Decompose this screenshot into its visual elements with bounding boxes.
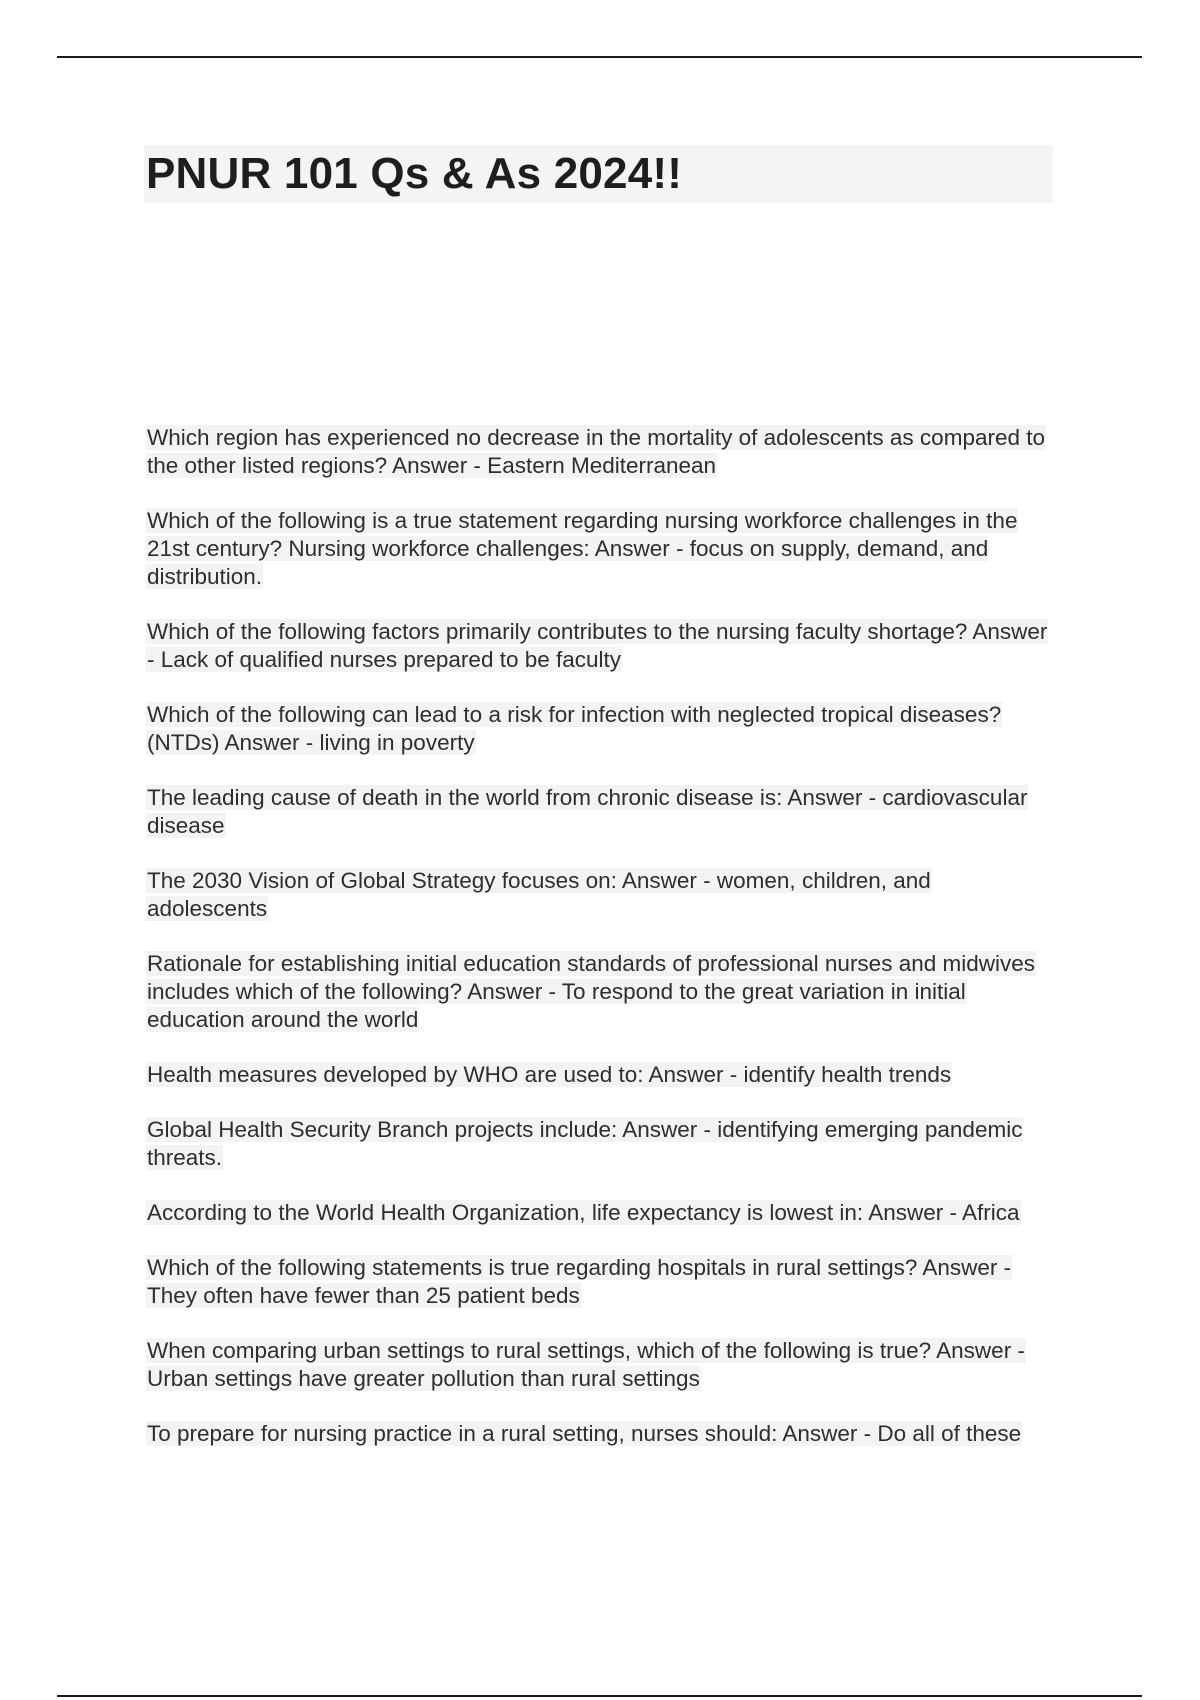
qa-text: Rationale for establishing initial education standards of professional nurses and midwives includes which of the following? Answer - To respond to the great variation in initial education around the world — [147, 951, 1036, 1032]
qa-text: According to the World Health Organization, life expectancy is lowest in: Answer - Africa — [147, 1200, 1020, 1225]
qa-item — [146, 1420, 1056, 1448]
qa-text: To prepare for nursing practice in a rural setting, nurses should: Answer - Do all of these — [147, 1421, 1022, 1446]
qa-text: Which of the following is a true statement regarding nursing workforce challenges in the 21st century? Nursing workforce challenges: Answer - focus on supply, demand, and distribution. — [147, 508, 1018, 589]
qa-text: The leading cause of death in the world from chronic disease is: Answer - cardiovascular disease — [147, 785, 1028, 838]
qa-text: Which of the following can lead to a risk for infection with neglected tropical diseases? (NTDs) Answer - living in poverty — [147, 702, 1002, 755]
bottom-rule — [57, 1695, 1142, 1697]
qa-text: The 2030 Vision of Global Strategy focuses on: Answer - women, children, and adolescents — [147, 868, 931, 921]
qa-text: Health measures developed by WHO are used to: Answer - identify health trends — [147, 1062, 952, 1087]
document-title: PNUR 101 Qs & As 2024!! — [146, 149, 683, 198]
qa-item — [146, 1061, 1056, 1089]
qa-list — [146, 424, 1056, 1475]
qa-text: When comparing urban settings to rural settings, which of the following is true? Answer - Urban settings have greater pollution than rural settings — [147, 1338, 1025, 1391]
qa-item — [146, 1199, 1056, 1227]
qa-text: Which of the following factors primarily contributes to the nursing faculty shortage? Answer - Lack of qualified nurses prepared to be faculty — [147, 619, 1048, 672]
qa-item — [146, 507, 1056, 591]
qa-text: Which region has experienced no decrease in the mortality of adolescents as compared to the other listed regions? Answer - Eastern Mediterranean — [147, 425, 1046, 478]
top-rule — [57, 56, 1142, 58]
qa-text: Global Health Security Branch projects include: Answer - identifying emerging pandemic threats. — [147, 1117, 1023, 1170]
qa-item — [146, 784, 1056, 840]
qa-item — [146, 701, 1056, 757]
qa-item — [146, 1337, 1056, 1393]
qa-item — [146, 618, 1056, 674]
qa-item — [146, 867, 1056, 923]
qa-item — [146, 950, 1056, 1034]
qa-item — [146, 1254, 1056, 1310]
qa-text: Which of the following statements is true regarding hospitals in rural settings? Answer - They often have fewer than 25 patient beds — [147, 1255, 1012, 1308]
qa-item — [146, 424, 1056, 480]
qa-item — [146, 1116, 1056, 1172]
